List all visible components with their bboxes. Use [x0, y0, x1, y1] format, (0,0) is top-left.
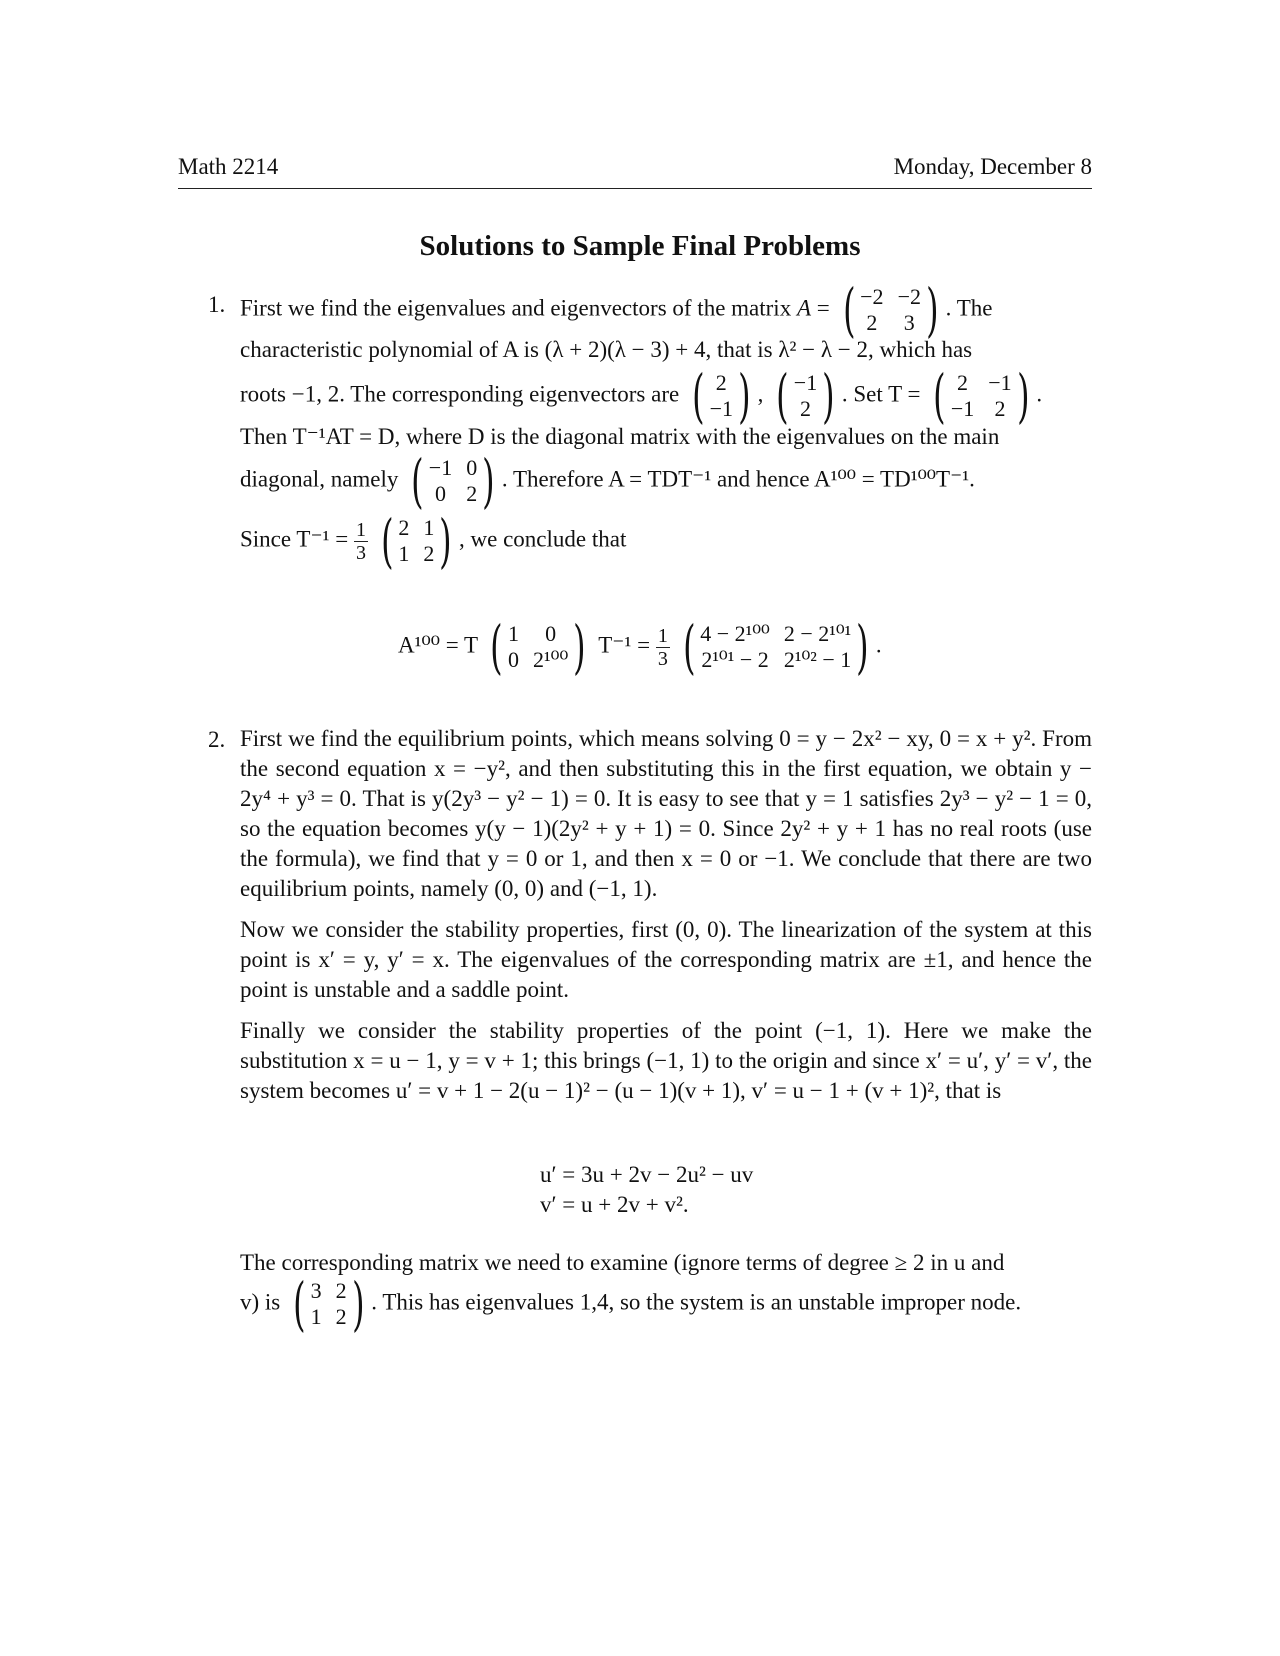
problem-1-line-1: First we find the eigenvalues and eigenvectors of the matrix A = ( −2 −2 2 3 ) . The	[240, 276, 993, 344]
problem-2-paragraph-2: Now we consider the stability properties, first (0, 0). The linearization of the system at this point is x′ = y, y′ = x. The eigenvalues of the corresponding matrix are ±1, and hence the point is unstable and a saddle point.	[240, 917, 1092, 1002]
problem-2-number: 2.	[208, 727, 226, 752]
page-header	[178, 150, 1092, 189]
eigenvector-2: ( −1 2 )	[776, 362, 835, 430]
problem-1-line-3: roots −1, 2. The corresponding eigenvectors are ( 2 −1 ) , ( −1 2 ) . Set T = ( 2 −1 −1 2 ) .	[240, 362, 1043, 430]
fraction-one-third: $\frac{1}{3}$	[356, 518, 366, 564]
problem-1-line-2: characteristic polynomial of A is (λ + 2)(λ − 3) + 4, that is λ² − λ − 2, which has	[240, 337, 973, 362]
problem-2-paragraph-1: First we find the equilibrium points, which means solving 0 = y − 2x² − xy, 0 = x + y². From the second equation x = −y², and then substituting this in the first equation, we obtain y − 2y⁴ + y³ = 0. That is y(2y³ − y² − 1) = 0. It is easy to see that y = 1 satisfies 2y³ − y² − 1 = 0, so the equation becomes y(y − 1)(2y² + y + 1) = 0. Since 2y² + y + 1 has no real roots (use the formula), we find that y = 0 or 1, and then x = 0 or −1. We conclude that there are two equilibrium points, namely (0, 0) and (−1, 1).	[240, 726, 1092, 901]
matrix-d-100: ( 1 0 0 2¹⁰⁰ )	[490, 613, 586, 681]
problem-1-number: 1.	[208, 292, 226, 317]
date-label: Monday, December 8	[893, 154, 1092, 179]
problem-1-line-6: Since T⁻¹ = $\frac{1}{3}$ ( 2 1 1 2 ) , we conclude that	[240, 507, 627, 575]
problem-2-body	[240, 724, 1092, 1117]
fraction-one-third-display: $\frac{1}{3}$	[657, 624, 668, 670]
p1-intro-b: . The	[945, 295, 993, 321]
matrix-linearization: ( 3 2 1 2 )	[293, 1270, 365, 1338]
problem-2-line-final-1: The corresponding matrix we need to examine (ignore terms of degree ≥ 2 in u and	[240, 1250, 1005, 1275]
page-title: Solutions to Sample Final Problems	[419, 230, 861, 262]
matrix-a: ( −2 −2 2 3 )	[842, 276, 939, 344]
matrix-result: ( 4 − 2¹⁰⁰ 2 − 2¹⁰¹ 2¹⁰¹ − 2 2¹⁰² − 1 )	[682, 613, 869, 681]
problem-1-line-4: Then T⁻¹AT = D, where D is the diagonal matrix with the eigenvalues on the main	[240, 424, 1000, 449]
system-equation-1: u′ = 3u + 2v − 2u² − uv	[540, 1162, 754, 1187]
matrix-t-inverse: ( 2 1 1 2 )	[380, 507, 452, 575]
eigenvector-1: ( 2 −1 )	[692, 362, 751, 430]
system-equation-2: v′ = u + 2v + v².	[540, 1192, 689, 1217]
problem-1-display-equation: A¹⁰⁰ = T ( 1 0 0 2¹⁰⁰ ) T⁻¹ = $\frac{1}{3}$ ( 4 − 2¹⁰⁰ 2 − 2¹⁰¹ 2¹⁰¹ − 2 2¹⁰² − 1 ) .	[398, 613, 882, 681]
problem-2-line-final-2: v) is ( 3 2 1 2 ) . This has eigenvalues 1,4, so the system is an unstable improper node.	[240, 1270, 1022, 1338]
matrix-t: ( 2 −1 −1 2 )	[933, 362, 1030, 430]
matrix-d: ( −1 0 0 2 )	[411, 447, 495, 515]
problem-2-paragraph-3: Finally we consider the stability properties of the point (−1, 1). Here we make the substitution x = u − 1, y = v + 1; this brings (−1, 1) to the origin and since x′ = u′, y′ = v′, the system becomes u′ = v + 1 − 2(u − 1)² − (u − 1)(v + 1), v′ = u − 1 + (v + 1)², that is	[240, 1018, 1092, 1103]
course-label: Math 2214	[178, 154, 279, 179]
p1-intro-a: First we find the eigenvalues and eigenvectors of the matrix	[240, 295, 797, 321]
problem-1-line-5: diagonal, namely ( −1 0 0 2 ) . Therefore A = TDT⁻¹ and hence A¹⁰⁰ = TD¹⁰⁰T⁻¹.	[240, 447, 975, 515]
